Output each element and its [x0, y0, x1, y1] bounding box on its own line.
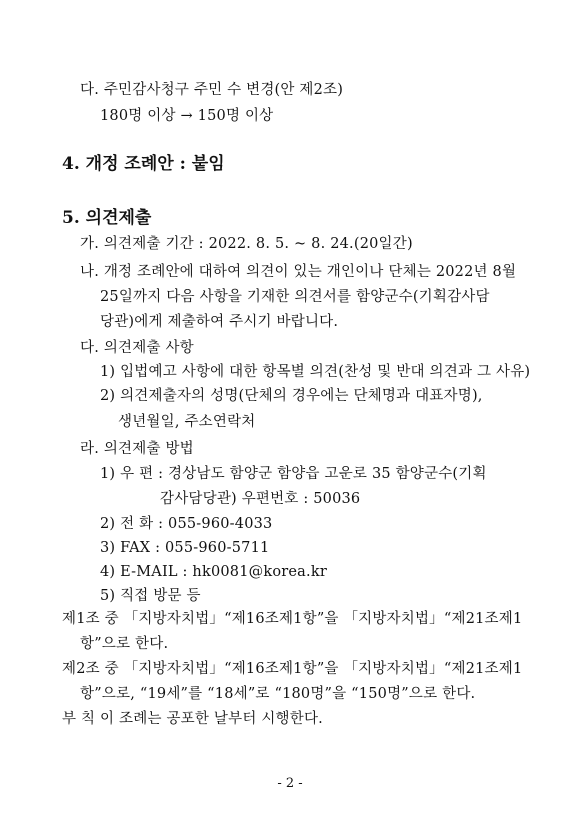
amendment-line: 항”으로 한다.	[80, 636, 169, 652]
section5-item-ra-heading: 라. 의견제출 방법	[80, 441, 194, 457]
section3-item-da-heading: 다. 주민감사청구 주민 수 변경(안 제2조)	[80, 82, 344, 98]
amendment-line: 항”으로, “19세”를 “18세”로 “180명”을 “150명”으로 한다.	[80, 686, 476, 702]
section5-item-na-line: 당관)에게 제출하여 주시기 바랍니다.	[100, 314, 339, 330]
amendment-line: 제2조 중 「지방자치법」“제16조제1항”을 「지방자치법」“제21조제1	[62, 661, 523, 677]
section5-ra-item: 1) 우 편 : 경상남도 함양군 함양읍 고운로 35 함양군수(기획	[100, 466, 487, 482]
section5-ra-item-continuation: 감사담당관) 우편번호 : 50036	[160, 491, 361, 507]
section5-item-na-line: 나. 개정 조례안에 대하여 의견이 있는 개인이나 단체는 2022년 8월	[80, 264, 517, 280]
section5-item-da-heading: 다. 의견제출 사항	[80, 340, 194, 356]
section5-da-item-continuation: 생년월일, 주소연락처	[118, 414, 256, 430]
section5-item-na-line: 25일까지 다음 사항을 기재한 의견서를 함양군수(기획감사담	[100, 289, 490, 305]
section5-da-item: 1) 입법예고 사항에 대한 항목별 의견(찬성 및 반대 의견과 그 사유)	[100, 364, 531, 380]
section3-item-da-detail: 180명 이상 → 150명 이상	[100, 108, 274, 124]
section5-da-item: 2) 의견제출자의 성명(단체의 경우에는 단체명과 대표자명),	[100, 388, 483, 404]
section5-ra-item: 2) 전 화 : 055-960-4033	[100, 516, 273, 532]
section4-heading: 4. 개정 조례안 : 붙임	[62, 154, 225, 174]
amendment-line: 제1조 중 「지방자치법」“제16조제1항”을 「지방자치법」“제21조제1	[62, 611, 523, 627]
page-number: - 2 -	[277, 776, 303, 791]
supplementary-provision: 부 칙 이 조례는 공포한 날부터 시행한다.	[62, 711, 323, 727]
section5-heading: 5. 의견제출	[62, 208, 152, 228]
section5-ra-item: 3) FAX : 055-960-5711	[100, 540, 270, 556]
section5-ra-item: 4) E-MAIL : hk0081@korea.kr	[100, 564, 327, 580]
section5-ra-item: 5) 직접 방문 등	[100, 588, 201, 604]
section5-item-ga: 가. 의견제출 기간 : 2022. 8. 5. ~ 8. 24.(20일간)	[80, 236, 413, 252]
